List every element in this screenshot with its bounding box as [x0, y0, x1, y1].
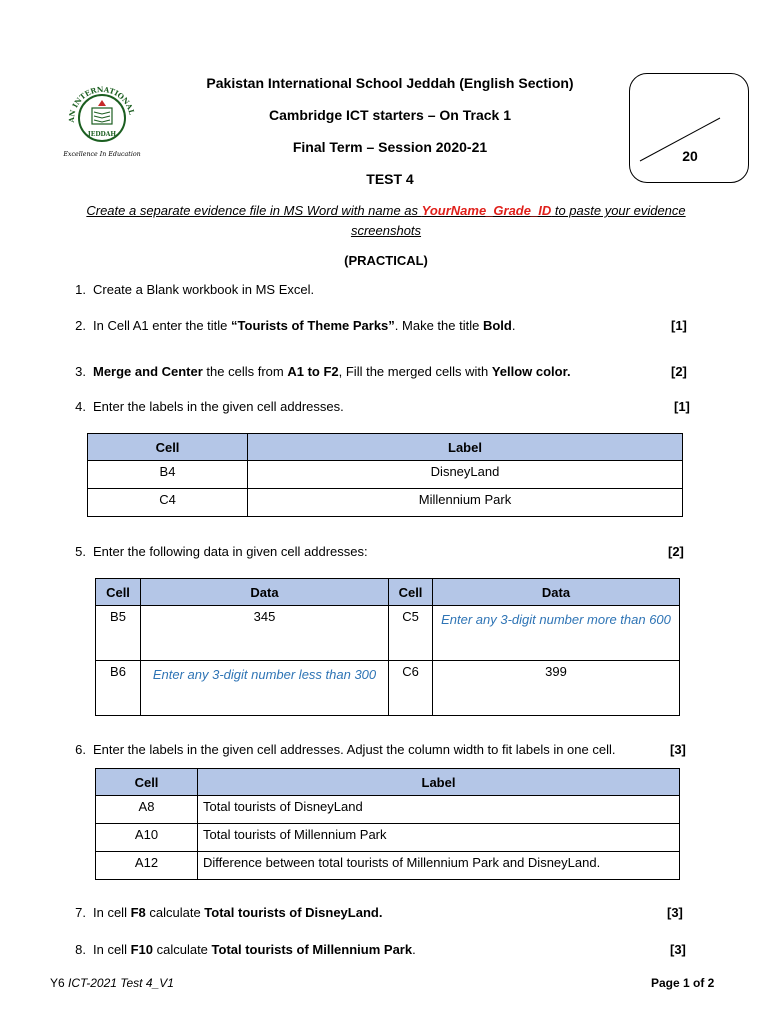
table-header-data: Data: [141, 579, 389, 606]
question-number: 7.: [75, 905, 86, 920]
term-title: Final Term – Session 2020-21: [292, 139, 488, 155]
table-cell: 399: [433, 661, 680, 716]
table-row: [96, 661, 680, 716]
table-cell: B4: [88, 461, 248, 489]
section-label: (PRACTICAL): [344, 253, 428, 268]
table-header-cell: Cell: [389, 579, 433, 606]
table-cell: 345: [141, 606, 389, 661]
table-cell: DisneyLand: [248, 461, 683, 489]
table-header-cell: Cell: [96, 769, 198, 796]
school-name: Pakistan International School Jeddah (English Section): [206, 75, 574, 91]
table-cell: B6: [96, 661, 141, 716]
question-7-marks: [3]: [667, 905, 683, 920]
table-cell: C4: [88, 489, 248, 517]
question-5-marks: [2]: [668, 544, 684, 559]
filename-format: YourName_Grade_ID: [421, 203, 552, 218]
test-title: TEST 4: [366, 171, 414, 187]
question-number: 1.: [75, 282, 86, 297]
question-6-marks: [3]: [670, 742, 686, 757]
labels-table-2: [95, 768, 680, 880]
table-row: [88, 461, 683, 489]
table-header-label: Label: [248, 434, 683, 461]
table-cell: Enter any 3-digit number more than 600: [433, 606, 680, 661]
table-row: [88, 489, 683, 517]
table-header-row: [88, 434, 683, 461]
logo-arc-text: AN INTERNATIONAL: [66, 84, 137, 123]
table-header-cell: Cell: [96, 579, 141, 606]
question-number: 6.: [75, 742, 86, 757]
question-3-text: Merge and Center the cells from A1 to F2, Fill the merged cells with Yellow color.: [93, 364, 571, 379]
table-cell: Total tourists of DisneyLand: [198, 796, 680, 824]
school-logo: [60, 76, 144, 160]
labels-table-1: [87, 433, 683, 517]
question-8-text: In cell F10 calculate Total tourists of Millennium Park.: [93, 942, 416, 957]
question-1-text: Create a Blank workbook in MS Excel.: [93, 282, 315, 297]
question-number: 5.: [75, 544, 86, 559]
table-header-row: [96, 579, 680, 606]
table-row: [96, 796, 680, 824]
table-cell: Millennium Park: [248, 489, 683, 517]
question-6-text: Enter the labels in the given cell addresses. Adjust the column width to fit labels in one cell.: [93, 742, 616, 757]
question-number: 2.: [75, 318, 86, 333]
table-row: [96, 852, 680, 880]
question-5-text: Enter the following data in given cell addresses:: [93, 544, 368, 559]
table-cell: C5: [389, 606, 433, 661]
table-cell: Difference between total tourists of Millennium Park and DisneyLand.: [198, 852, 680, 880]
page-number: Page 1 of 2: [651, 976, 715, 990]
table-cell: Enter any 3-digit number less than 300: [141, 661, 389, 716]
table-cell: A8: [96, 796, 198, 824]
table-header-row: [96, 769, 680, 796]
total-marks: 20: [682, 148, 698, 164]
table-cell: Total tourists of Millennium Park: [198, 824, 680, 852]
score-box: [629, 73, 749, 183]
question-4-text: Enter the labels in the given cell addresses.: [93, 399, 344, 414]
table-cell: C6: [389, 661, 433, 716]
instruction-text-start: Create a separate evidence file in MS Word with name as: [86, 203, 422, 218]
question-number: 4.: [75, 399, 86, 414]
evidence-instruction: [58, 201, 714, 241]
logo-motto: Excellence In Education: [63, 151, 141, 158]
table-header-cell: Cell: [88, 434, 248, 461]
table-header-label: Label: [198, 769, 680, 796]
question-7-text: In cell F8 calculate Total tourists of DisneyLand.: [93, 905, 383, 920]
table-cell: B5: [96, 606, 141, 661]
question-2-text: In Cell A1 enter the title “Tourists of Theme Parks”. Make the title Bold.: [93, 318, 516, 333]
question-8-marks: [3]: [670, 942, 686, 957]
document-code: Y6 ICT-2021 Test 4_V1: [50, 976, 174, 990]
question-3-marks: [2]: [671, 364, 687, 379]
question-number: 3.: [75, 364, 86, 379]
question-number: 8.: [75, 942, 86, 957]
table-row: [96, 824, 680, 852]
logo-city: JEDDAH: [87, 131, 117, 138]
table-header-data: Data: [433, 579, 680, 606]
question-4-marks: [1]: [674, 399, 690, 414]
data-table: [95, 578, 680, 716]
table-cell: A10: [96, 824, 198, 852]
table-row: [96, 606, 680, 661]
course-name: Cambridge ICT starters – On Track 1: [269, 107, 511, 123]
question-2-marks: [1]: [671, 318, 687, 333]
table-cell: A12: [96, 852, 198, 880]
instruction-text-end: to paste your evidence screenshots: [350, 203, 686, 238]
